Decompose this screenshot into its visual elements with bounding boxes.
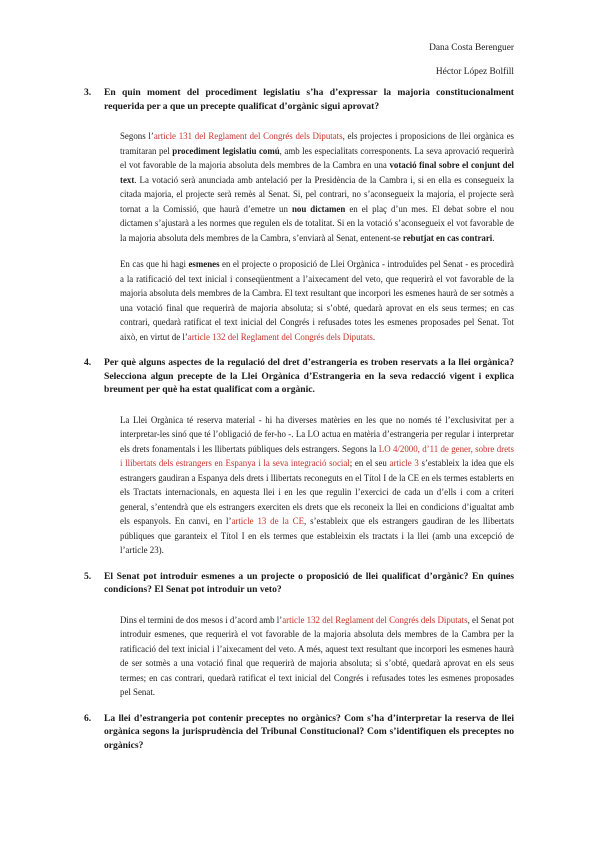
question-3-section xyxy=(84,86,514,344)
text-run: . xyxy=(492,232,495,243)
text-run: . La votació serà anunciada amb antelació per la Presidència de la Cambra i, si en ella es consegueix la citada majoria, el projecte serà remès al Senat. Si, pel contrari, no s’aconsegueix la majoria, el projecte serà tornat a la Comissió, que haurà d’emetre un xyxy=(120,174,514,214)
text-run: , els projectes i proposicions de llei orgànica es tramitaran pel xyxy=(120,131,514,156)
answer xyxy=(120,613,514,700)
reference-link[interactable]: article 132 del Reglament del Congrés dels Diputats xyxy=(282,614,468,625)
question-text: La llei d’estrangeria pot contenir preceptes no orgànics? Com s’ha d’interpretar la reserva de llei orgànica segons la jurisprudència del Tribunal Constitucional? Com s’identifiquen els preceptes no orgànics? xyxy=(104,712,514,751)
question-text: En quin moment del procediment legislatiu s’ha d’expressar la majoria constitucionalment requerida per a que un precepte qualificat d’orgànic sigui aprovat? xyxy=(104,87,514,112)
answer-paragraph xyxy=(120,257,514,344)
text-run: Dins el termini de dos mesos i d’acord amb l’ xyxy=(120,614,283,625)
answer-paragraph xyxy=(120,129,514,245)
reference-link[interactable]: article 13 de la CE xyxy=(231,516,305,526)
text-run: . xyxy=(372,331,376,342)
question-number: 3. xyxy=(84,87,92,98)
answer xyxy=(120,129,514,344)
text-run: La Llei Orgànica té reserva material - hi ha diverses matèries en les que no només té l’exclusivitat per a interpretar-les sinó que té l’obligació de fer-ho -. La LO actua en matèria d’estrangeria per regular i interpretar els drets fonamentals i les llibertats públiques dels estrangers. Segons la xyxy=(120,414,514,454)
question-4-section xyxy=(84,356,514,558)
reference-link[interactable]: article 132 del Reglament del Congrés dels Diputats xyxy=(187,331,373,342)
question-text: Per què alguns aspectes de la regulació del dret d’estrangeria es troben reservats a la llei orgànica? Selecciona algun precepte de la Llei Orgànica d’Estrangeria en la seva redacció vigent i explica breument per què ha estat qualificat com a orgànic. xyxy=(104,357,514,395)
question-number: 5. xyxy=(84,570,92,582)
text-run: s’estableix la idea que els estrangers gaudiran a Espanya dels drets i llibertats reconeguts en el Títol I de la CE en els termes establerts en els Tractats internacionals, en aquesta llei i en les que regulin l’exercici de cada un d’ells i com a criteri general, s’entendrà que els estrangers exerciten els drets que els reconeix la llei en condicions d’igualtat amb els espanyols. En canvi, en l’ xyxy=(120,458,514,526)
answer-paragraph xyxy=(120,413,514,558)
document-body xyxy=(84,86,514,752)
question-number: 6. xyxy=(84,712,92,724)
text-run: ; en el seu xyxy=(349,458,390,468)
text-run: , s’estableix que els estrangers gaudiran de les llibertats públiques que garanteix el Títol I en els termes que estableixin els tractats i la llei (amb una excepció de l’article 23). xyxy=(120,516,514,555)
question-text: El Senat pot introduir esmenes a un projecte o proposició de llei qualificat d’orgànic? En quines condicions? El Senat pot introduir un veto? xyxy=(104,570,514,595)
text-run: , el Senat pot introduir esmenes, que requerirà el vot favorable de la majoria absoluta dels membres de la Cambra per la ratificació del text inicial i l’aixecament del veto. A més, aquest text resultant que incorpori les esmenes haurà de ser sotmès a una votació final que requerirà de majoria absoluta; si s’obté, quedarà aprovat en els seus termes; en cas contrari, quedarà ratificat el text inicial del Congrés i refusades totes les esmenes proposades pel Senat. xyxy=(120,614,514,697)
answer xyxy=(120,413,514,558)
text-run: , amb les especialitats corresponents. La seva aprovació requerirà el vot favorable de la majoria absoluta dels membres de la Cambra en una xyxy=(120,145,514,170)
text-run: en el plaç d’un mes. El debat sobre el nou dictamen s’ajustarà a les normes que regulen els de totalitat. Si en la votació s’aconsegueix el vot favorable de la majoria absoluta dels membres de la Cambra, s’enviarà al Senat, entenent-se xyxy=(120,203,514,243)
author-name: Héctor López Bolfill xyxy=(435,67,514,77)
text-run: en el projecte o proposició de Llei Orgànica - introduïdes pel Senat - es procedirà a la ratificació del text inicial i conseqüentment a l’aixecament del veto, que requerirà el vot favorable de la majoria absoluta dels membres de la Cambra. El text resultant que incorpori les esmenes haurà de ser sotmès a una votació final que requerirà de majoria absoluta; si s’obté, quedarà aprovat en els seus termes; en cas contrari, quedarà ratificat el text inicial del Congrés i refusades totes les esmenes proposades pel Senat. Tot això, en virtut de l’ xyxy=(120,259,514,342)
author-name: Dana Costa Berenguer xyxy=(429,43,514,53)
question-number: 4. xyxy=(84,357,92,368)
reference-link[interactable]: LO 4/2000, d’11 de gener, sobre drets i llibertats dels estrangers en Espanya i la seva integració social xyxy=(120,443,514,468)
question-6-section xyxy=(84,712,514,753)
authors-block xyxy=(429,36,514,84)
text-run: Segons l’ xyxy=(120,131,154,141)
text-run: En cas que hi hagi xyxy=(120,259,189,269)
emphasis-text: rebutjat en cas contrari xyxy=(402,232,493,243)
question-5-section xyxy=(84,570,514,700)
emphasis-text: nou dictamen xyxy=(291,203,346,214)
emphasis-text: procediment legislatiu comú xyxy=(172,145,280,156)
reference-link[interactable]: article 131 del Reglament del Congrés dels Diputats xyxy=(153,131,343,141)
emphasis-text: votació final sobre el conjunt del text xyxy=(120,160,514,185)
reference-link[interactable]: article 3 xyxy=(389,458,419,468)
answer-paragraph xyxy=(120,613,514,700)
emphasis-text: esmenes xyxy=(188,259,220,269)
